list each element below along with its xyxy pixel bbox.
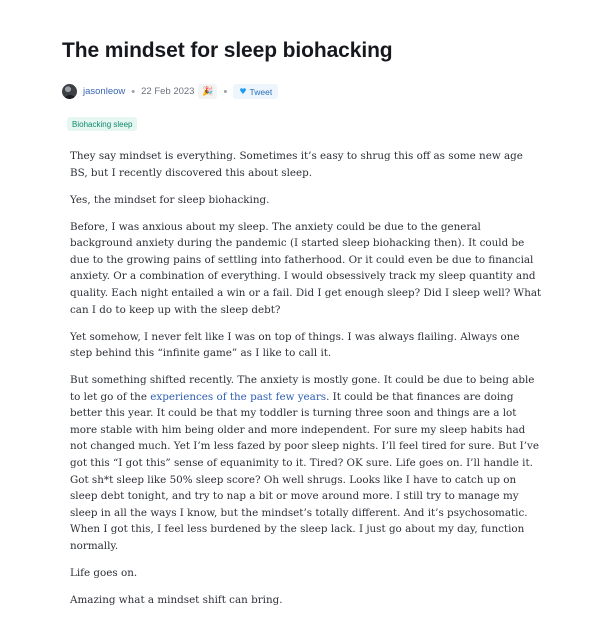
paragraph-text: . It could be that finances are doing better this year. It could be that my toddler is turning three soon and things are a lot more stable with him being older and more independent. For sure my sleep habits had not changed much. Yet I’m less fazed by poor sleep nights. I’ll feel tired for sure. But I’ve got this “I got this” sense of equanimity to it. Tired? OK sure. Life goes on. I’ll handle it. Got sh*t sleep like 50% sleep score? Oh well shrugs. Looks like I have to catch up on sleep debt tonight, and try to nap a bit or move around more. I still try to manage my sleep in all the ways I know, but the mindset’s totally different. And it’s psychosomatic. When I got this, I feel less burdened by the sleep lack. I just go about my day, function normally. [70,390,540,553]
paragraph: Yet somehow, I never felt like I was on top of things. I was always flailing. Always one step behind this “infinite game” as I like to call it. [70,330,520,360]
post-body [70,148,542,619]
paragraph: Life goes on. [70,567,138,580]
author-avatar[interactable] [62,84,77,99]
author-link[interactable]: jasonleow [83,86,126,97]
paragraph: Before, I was anxious about my sleep. The anxiety could be due to the general background anxiety during the pandemic (I started sleep biohacking then). It could be due to the growing pains of settling into fatherhood. Or it could even be due to financial anxiety. Or a combination of everything. I would obsessively track my sleep quantity and quality. Each night entailed a win or a fail. Did I get enough sleep? Did I sleep well? What can I do to keep up with the sleep debt? [70,220,542,316]
post-title: The mindset for sleep biohacking [62,39,393,62]
paragraph: Yes, the mindset for sleep biohacking. [70,193,270,206]
tweet-button[interactable] [233,84,278,99]
post-date: 22 Feb 2023 [141,86,195,97]
paragraph: They say mindset is everything. Sometimes it’s easy to shrug this off as some new age BS, but I recently discovered this about sleep. [70,150,523,179]
tag-badge[interactable]: Biohacking sleep [67,117,137,131]
separator-dot: • [131,85,136,98]
tweet-button-label: Tweet [249,86,273,97]
paragraph-text: But something shifted recently. The anxiety is mostly gone. It could be due to being able to let go of the [70,374,535,403]
past-experiences-link[interactable]: experiences of the past few years [150,390,327,403]
paragraph: Amazing what a mindset shift can bring. [70,594,283,606]
post-byline [62,83,278,100]
twitter-bird-icon: ♥ [239,87,247,96]
paragraph [70,372,542,555]
reaction-button[interactable] [198,84,217,99]
separator-dot: • [223,85,228,98]
party-popper-icon: 🎉 [202,86,214,97]
